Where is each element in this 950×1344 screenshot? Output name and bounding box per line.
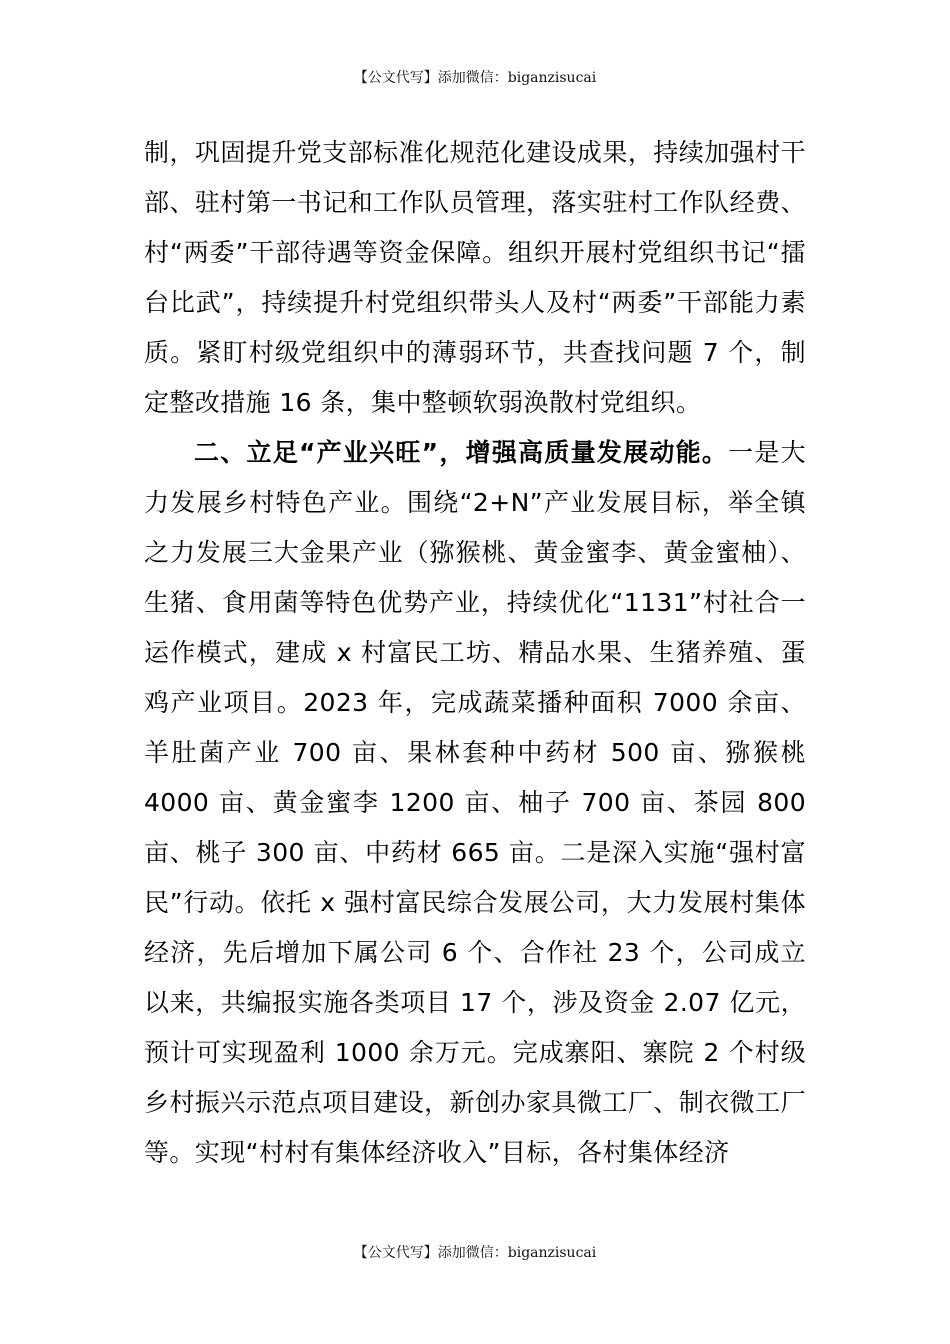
document-body (144, 128, 806, 1178)
paragraph-continuation: 制，巩固提升党支部标准化规范化建设成果，持续加强村干部、驻村第一书记和工作队员管理，落实驻村工作队经费、村“两委”干部待遇等资金保障。组织开展村党组织书记“擂台比武”，持续提升村党组织带头人及村“两委”干部能力素质。紧盯村级党组织中的薄弱环节，共查找问题 7 个，制定整改措施 16 条，集中整顿软弱涣散村党组织。 (144, 138, 806, 417)
paragraph-section-two (144, 428, 806, 1178)
section-body: 一是大力发展乡村特色产业。围绕“2+N”产业发展目标，举全镇之力发展三大金果产业（猕猴桃、黄金蜜李、黄金蜜柚）、生猪、食用菌等特色优势产业，持续优化“1131”村社合一运作模式，建成 x 村富民工坊、精品水果、生猪养殖、蛋鸡产业项目。2023 年，完成蔬菜播种面积 7000 余亩、羊肚菌产业 700 亩、果林套种中药材 500 亩、猕猴桃 4000 亩、黄金蜜李 1200 亩、柚子 700 亩、茶园 800 亩、桃子 300 亩、中药材 665 亩。二是深入实施“强村富民”行动。依托 x 强村富民综合发展公司，大力发展村集体经济，先后增加下属公司 6 个、合作社 23 个，公司成立以来，共编报实施各类项目 17 个，涉及资金 2.07 亿元，预计可实现盈利 1000 余万元。完成寨阳、寨院 2 个村级乡村振兴示范点项目建设，新创办家具微工厂、制衣微工厂等。实现“村村有集体经济收入”目标，各村集体经济 (144, 438, 807, 1167)
section-heading: 二、立足“产业兴旺”，增强高质量发展动能。 (194, 438, 729, 467)
page-footer-watermark: 【公文代写】添加微信：biganzisucai (353, 1245, 597, 1261)
page-header-watermark: 【公文代写】添加微信：biganzisucai (353, 70, 597, 86)
